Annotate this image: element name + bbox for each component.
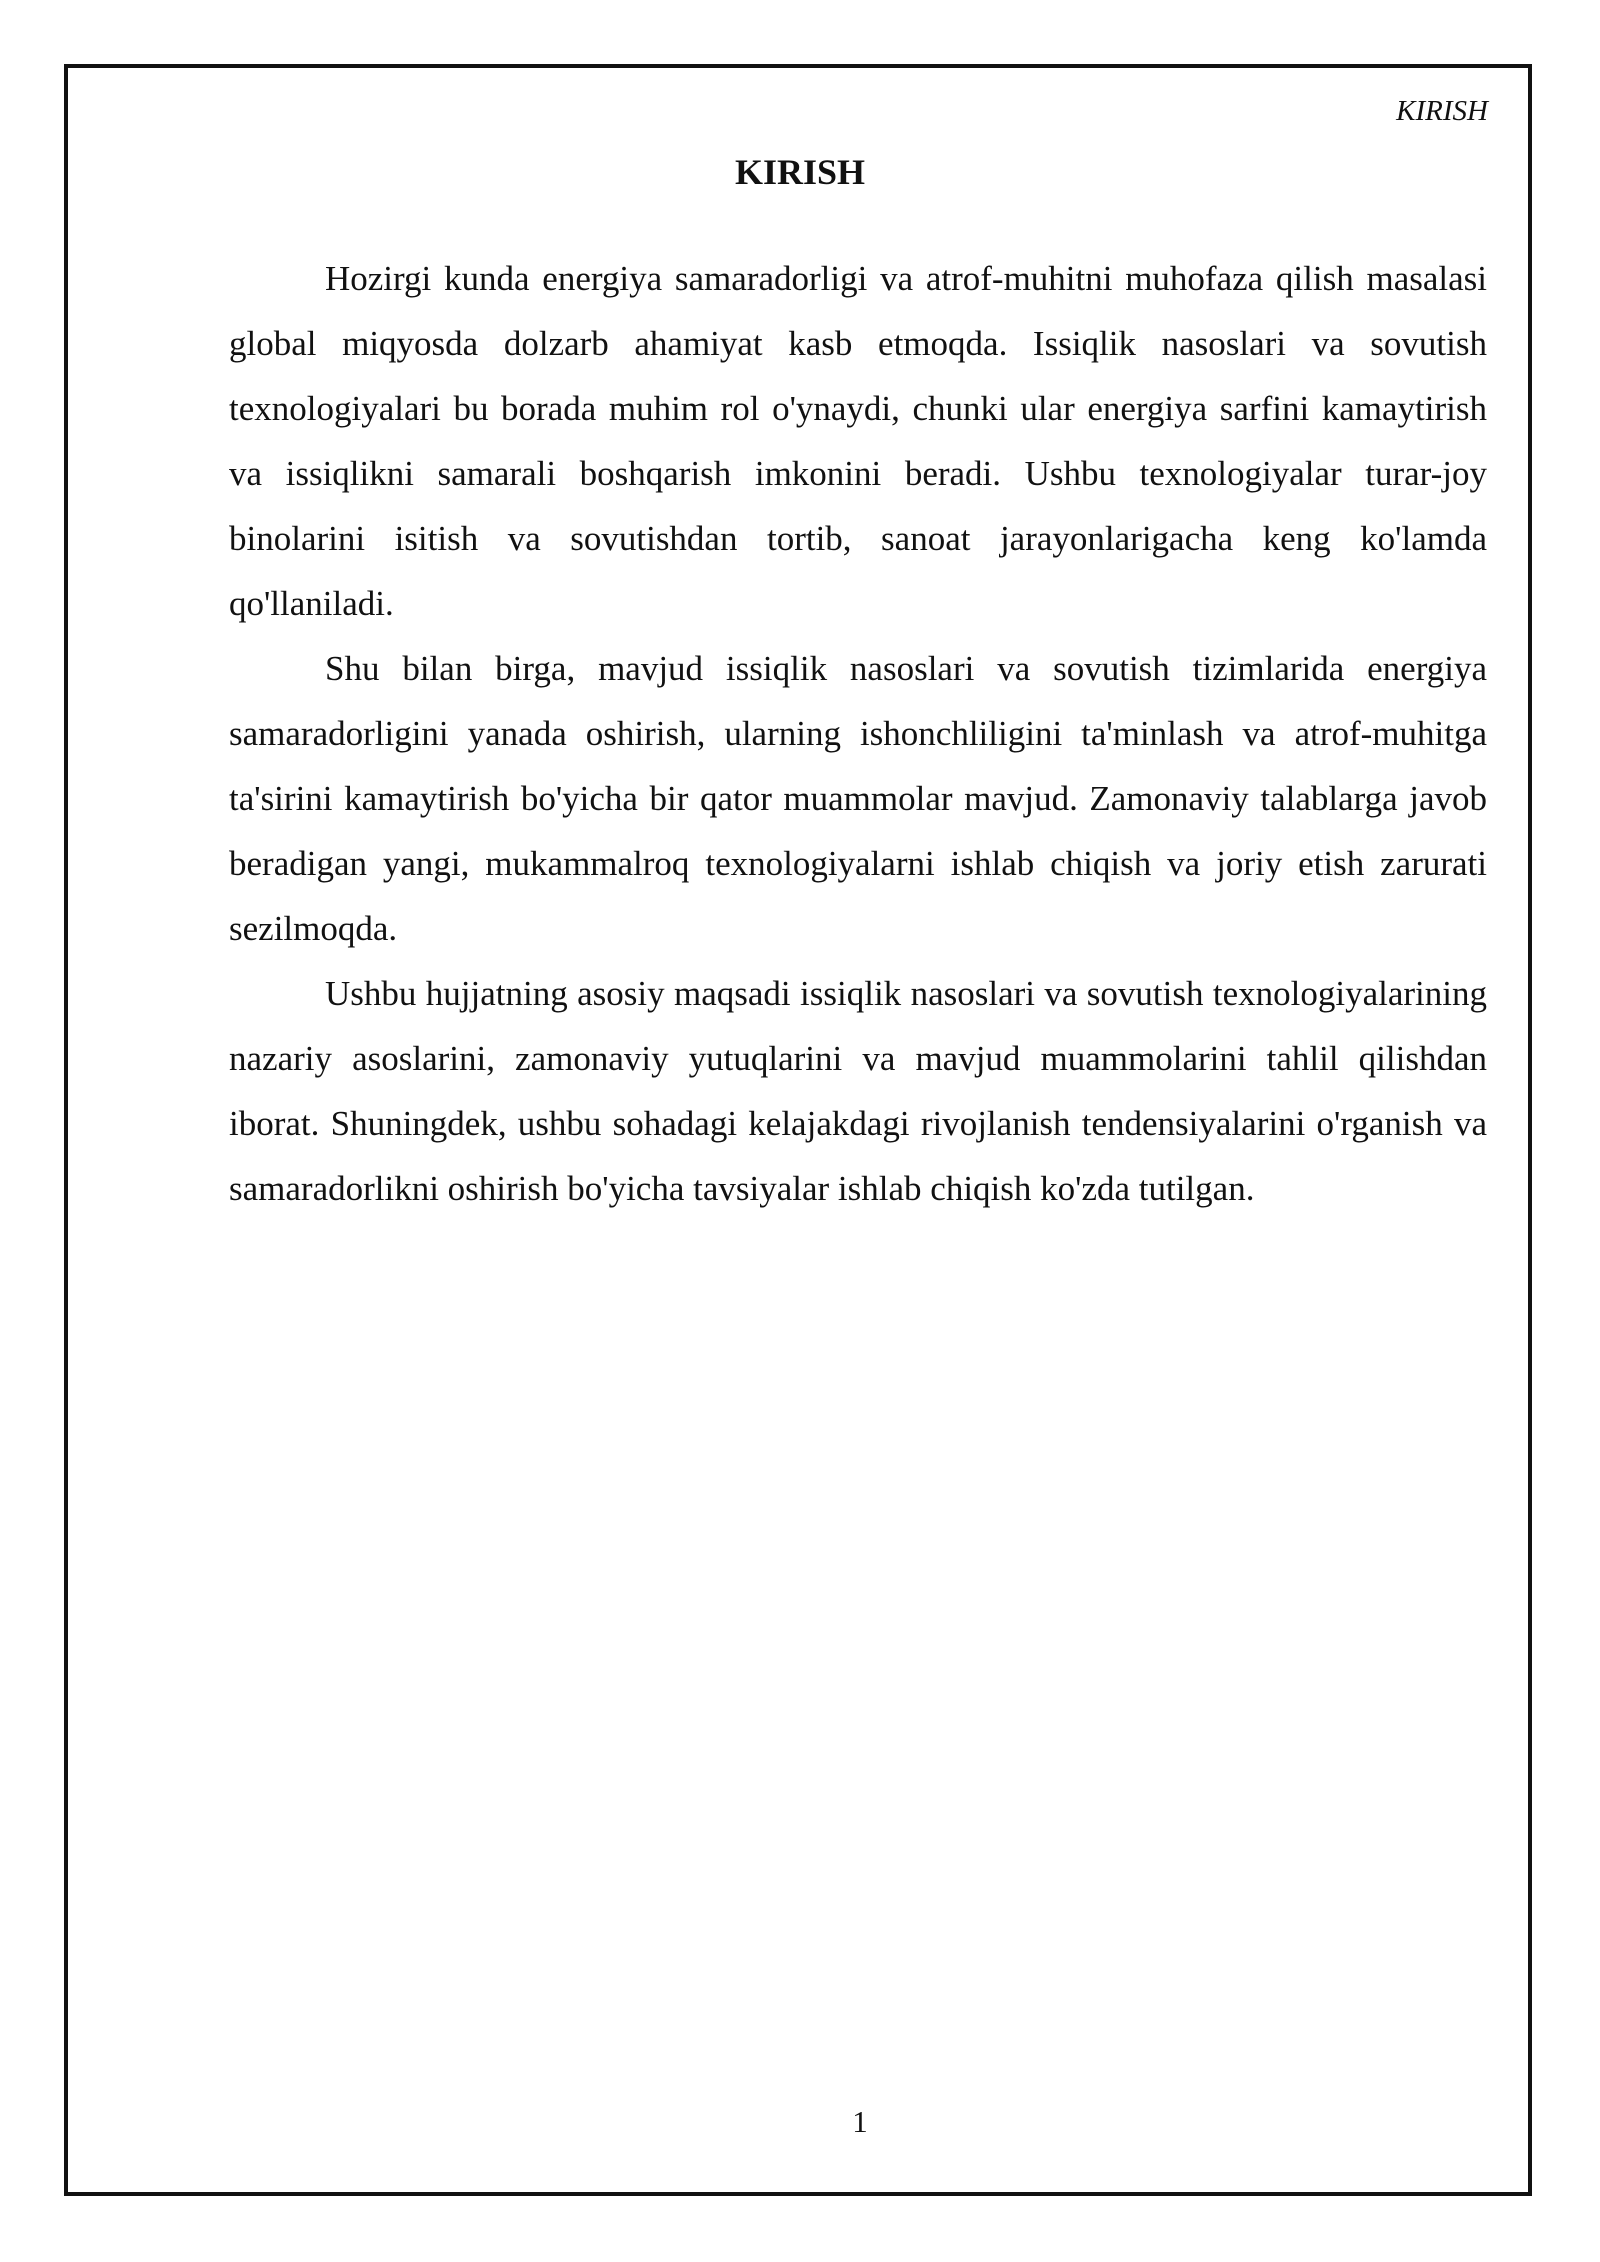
body-text: [229, 246, 1487, 1221]
paragraph: Hozirgi kunda energiya samaradorligi va atrof-muhitni muhofaza qilish masalasi global miqyosda dolzarb ahamiyat kasb etmoqda. Issiqlik nasoslari va sovutish texnologiyalari bu borada muhim rol o'ynaydi, chunki ular energiya sarfini kamaytirish va issiqlikni samarali boshqarish imkonini beradi. Ushbu texnologiyalar turar-joy binolarini isitish va sovutishdan tortib, sanoat jarayonlarigacha keng ko'lamda qo'llaniladi.: [229, 259, 1487, 623]
paragraph: Shu bilan birga, mavjud issiqlik nasoslari va sovutish tizimlarida energiya samaradorligini yanada oshirish, ularning ishonchliligini ta'minlash va atrof-muhitga ta'sirini kamaytirish bo'yicha bir qator muammolar mavjud. Zamonaviy talablarga javob beradigan yangi, mukammalroq texnologiyalarni ishlab chiqish va joriy etish zarurati sezilmoqda.: [229, 649, 1487, 948]
page-number: 1: [852, 2104, 868, 2139]
running-header: KIRISH: [1396, 95, 1488, 127]
paragraph: Ushbu hujjatning asosiy maqsadi issiqlik nasoslari va sovutish texnologiyalarining nazariy asoslarini, zamonaviy yutuqlarini va mavjud muammolarini tahlil qilishdan iborat. Shuningdek, ushbu sohadagi kelajakdagi rivojlanish tendensiyalarini o'rganish va samaradorlikni oshirish bo'yicha tavsiyalar ishlab chiqish ko'zda tutilgan.: [229, 974, 1487, 1208]
page-title: KIRISH: [734, 152, 866, 192]
